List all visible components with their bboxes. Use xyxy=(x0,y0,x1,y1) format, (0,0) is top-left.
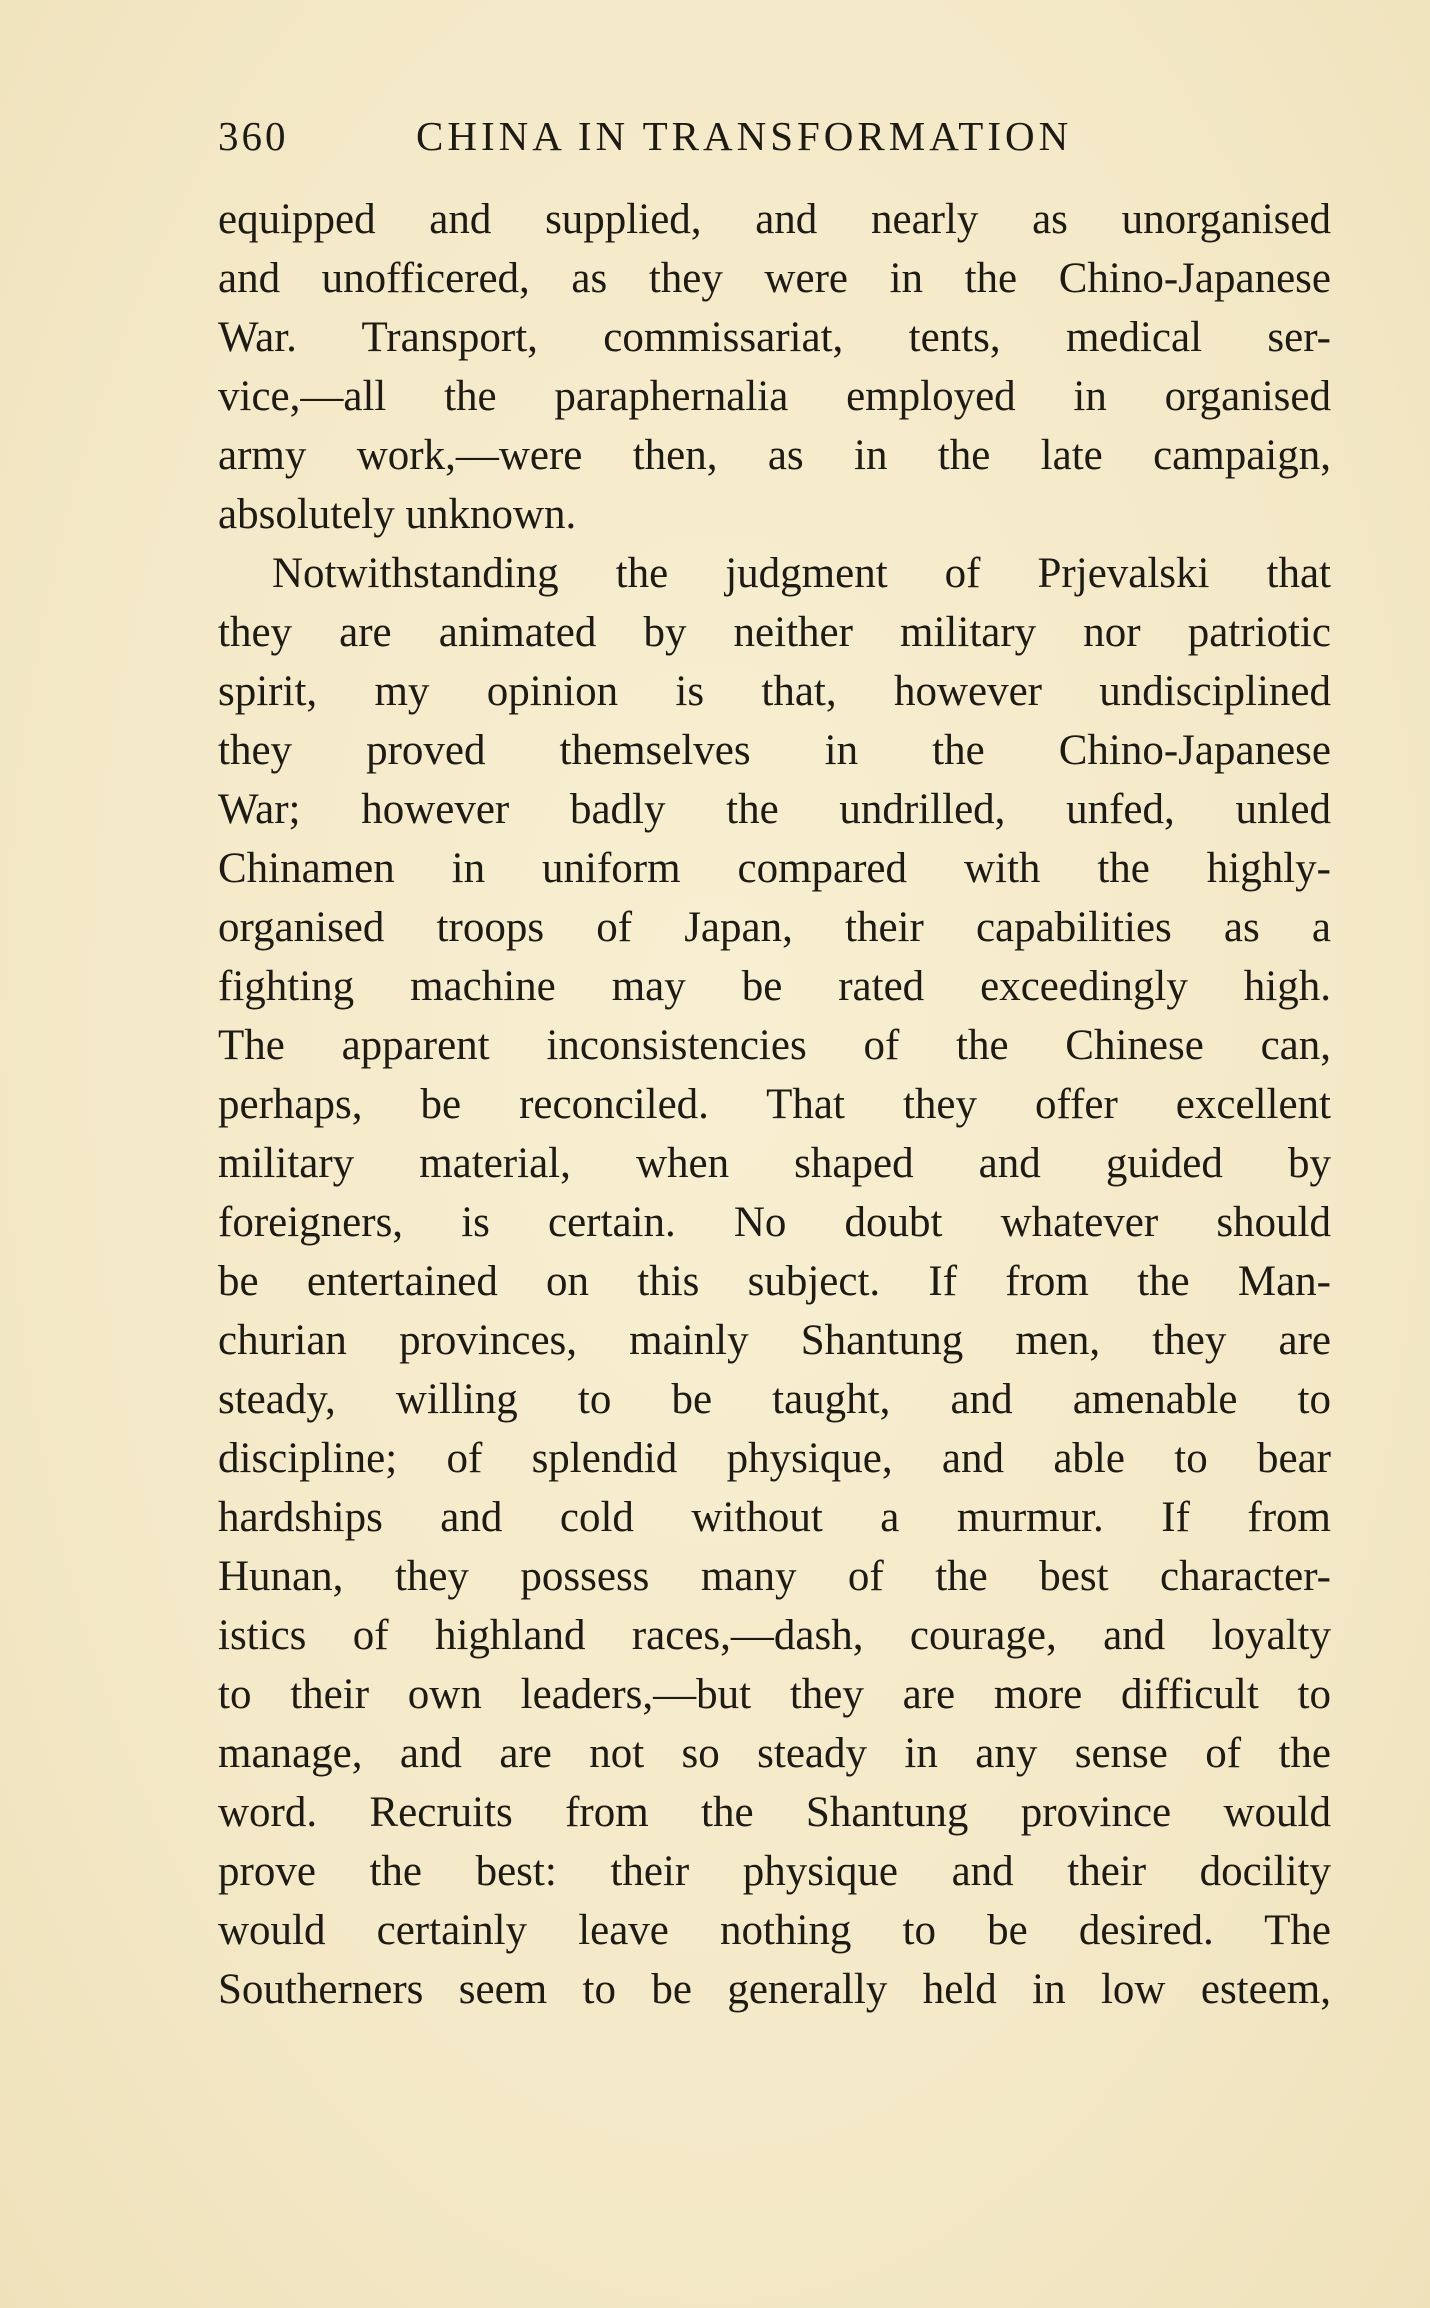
text-line: Southerners seem to be generally held in low esteem, xyxy=(218,1966,1331,2013)
text-line: War. Transport, commissariat, tents, medical ser- xyxy=(218,314,1331,361)
text-line: steady, willing to be taught, and amenable to xyxy=(218,1376,1331,1423)
text-line: fighting machine may be rated exceedingly high. xyxy=(218,963,1331,1010)
text-line: churian provinces, mainly Shantung men, they are xyxy=(218,1317,1331,1364)
text-line: discipline; of splendid physique, and able to bear xyxy=(218,1435,1331,1482)
text-line: be entertained on this subject. If from the Man- xyxy=(218,1258,1331,1305)
page-number: 360 xyxy=(218,113,289,159)
text-line: army work,—were then, as in the late campaign, xyxy=(218,432,1331,479)
text-line: manage, and are not so steady in any sense of the xyxy=(218,1730,1331,1777)
page-header xyxy=(218,112,1328,172)
text-line: to their own leaders,—but they are more difficult to xyxy=(218,1671,1331,1718)
paragraph-start-line: Notwithstanding the judgment of Prjevalski that xyxy=(272,550,1331,597)
text-line: prove the best: their physique and their docility xyxy=(218,1848,1331,1895)
text-line: vice,—all the paraphernalia employed in organised xyxy=(218,373,1331,420)
text-line: equipped and supplied, and nearly as unorganised xyxy=(218,196,1331,243)
body-text xyxy=(218,190,1331,2019)
text-line: Hunan, they possess many of the best character- xyxy=(218,1553,1331,1600)
text-line: military material, when shaped and guided by xyxy=(218,1140,1331,1187)
text-line: would certainly leave nothing to be desired. The xyxy=(218,1907,1331,1954)
text-line: spirit, my opinion is that, however undisciplined xyxy=(218,668,1331,715)
text-line: Chinamen in uniform compared with the highly- xyxy=(218,845,1331,892)
running-title: CHINA IN TRANSFORMATION xyxy=(416,113,1073,159)
text-line: foreigners, is certain. No doubt whatever should xyxy=(218,1199,1331,1246)
text-line: they proved themselves in the Chino-Japanese xyxy=(218,727,1331,774)
text-line: word. Recruits from the Shantung province would xyxy=(218,1789,1331,1836)
text-line: organised troops of Japan, their capabilities as a xyxy=(218,904,1331,951)
text-line: The apparent inconsistencies of the Chinese can, xyxy=(218,1022,1331,1069)
text-line: istics of highland races,—dash, courage, and loyalty xyxy=(218,1612,1331,1659)
text-line: they are animated by neither military nor patriotic xyxy=(218,609,1331,656)
text-line: perhaps, be reconciled. That they offer excellent xyxy=(218,1081,1331,1128)
text-line: absolutely unknown. xyxy=(218,491,577,538)
text-line: and unofficered, as they were in the Chino-Japanese xyxy=(218,255,1331,302)
text-line: War; however badly the undrilled, unfed, unled xyxy=(218,786,1331,833)
text-line: hardships and cold without a murmur. If from xyxy=(218,1494,1331,1541)
